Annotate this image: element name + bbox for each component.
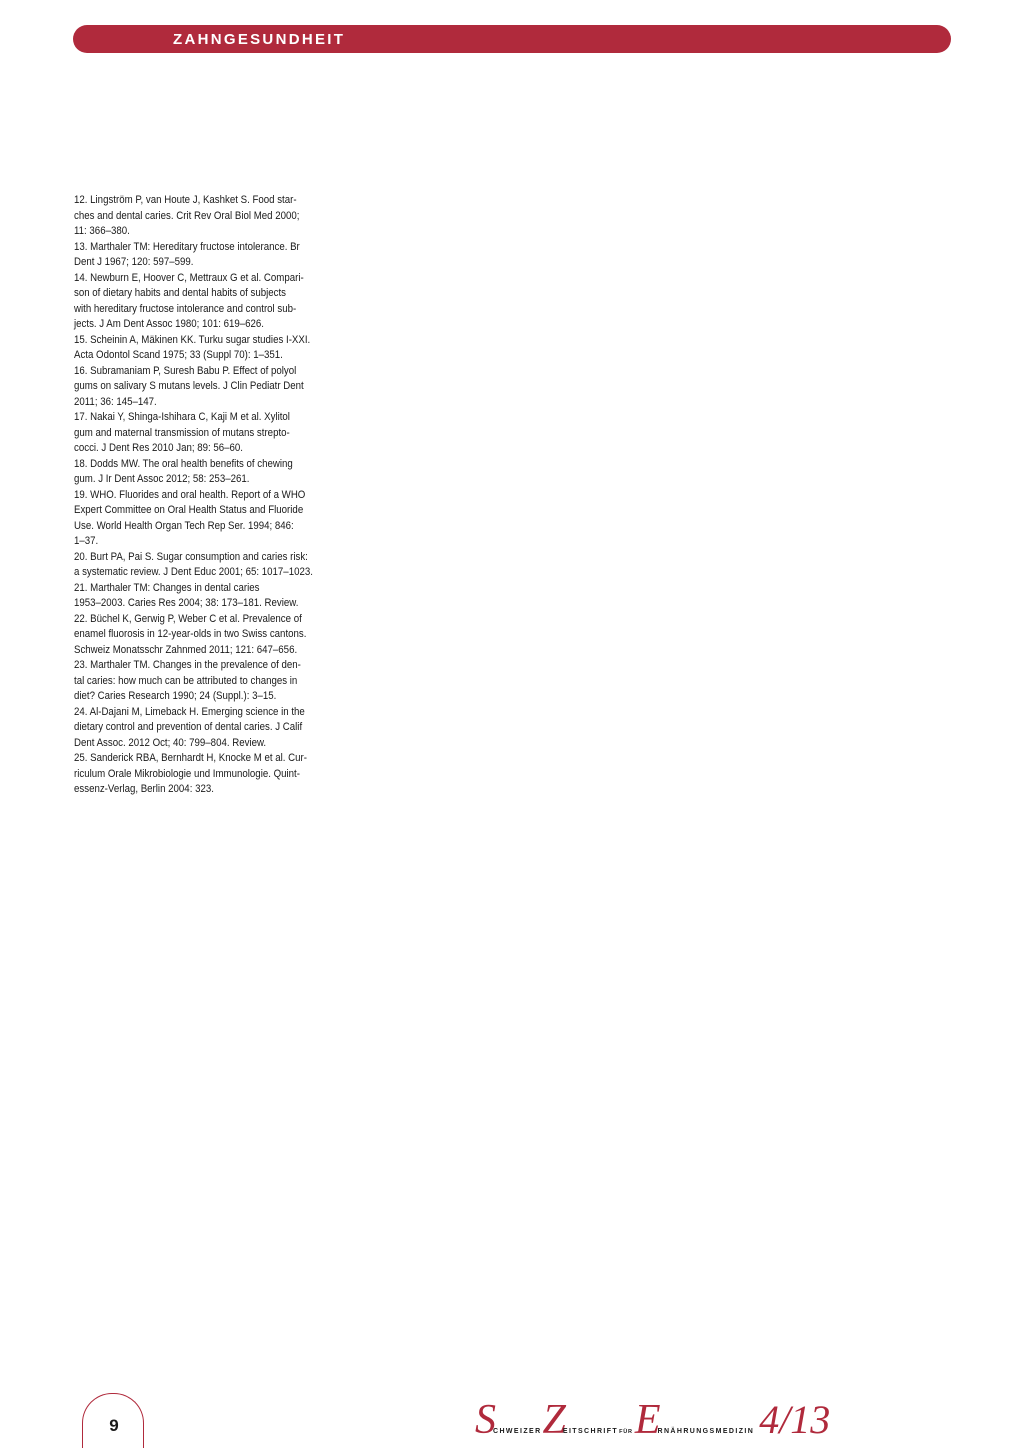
logo-word-fuer: FÜR: [619, 1429, 633, 1435]
reference-line: Dent J 1967; 120: 597–599.: [74, 256, 194, 268]
reference-line: son of dietary habits and dental habits of subjects: [74, 287, 287, 299]
reference-line: essenz-Verlag, Berlin 2004: 323.: [74, 783, 214, 795]
logo-word-schweizer: CHWEIZER: [493, 1428, 542, 1435]
reference-line: 25. Sanderick RBA, Bernhardt H, Knocke M et al. Cur-: [74, 752, 307, 764]
logo-word-zeitschrift: EITSCHRIFT: [562, 1428, 619, 1435]
journal-logo: [475, 1395, 855, 1445]
reference-line: 1–37.: [74, 535, 99, 547]
reference-line: 2011; 36: 145–147.: [74, 395, 157, 408]
logo-letter-z: Z: [542, 1397, 566, 1443]
issue-number: 4/13: [759, 1397, 831, 1442]
reference-line: cocci. J Dent Res 2010 Jan; 89: 56–60.: [74, 442, 243, 454]
reference-line: 15. Scheinin A, Mäkinen KK. Turku sugar studies I-XXI.: [74, 333, 311, 346]
logo-letter-s: S: [475, 1397, 496, 1443]
reference-line: 23. Marthaler TM. Changes in the prevalence of den-: [74, 659, 301, 671]
reference-line: 12. Lingström P, van Houte J, Kashket S. Food star-: [74, 194, 297, 206]
reference-line: Use. World Health Organ Tech Rep Ser. 1994; 846:: [74, 519, 294, 532]
reference-line: riculum Orale Mikrobiologie und Immunologie. Quint-: [74, 767, 300, 780]
reference-line: Dent Assoc. 2012 Oct; 40: 799–804. Review.: [74, 736, 267, 749]
section-header-bar: [73, 25, 951, 53]
reference-line: 20. Burt PA, Pai S. Sugar consumption and caries risk:: [74, 550, 308, 563]
page-number: 9: [109, 1416, 119, 1435]
reference-line: tal caries: how much can be attributed to changes in: [74, 674, 298, 687]
reference-line: 16. Subramaniam P, Suresh Babu P. Effect of polyol: [74, 364, 297, 377]
reference-line: 1953–2003. Caries Res 2004; 38: 173–181. Review.: [74, 597, 299, 609]
reference-line: ches and dental caries. Crit Rev Oral Biol Med 2000;: [74, 209, 300, 222]
reference-line: 19. WHO. Fluorides and oral health. Report of a WHO: [74, 488, 306, 501]
reference-line: 11: 366–380.: [74, 225, 130, 237]
page-number-tab: [82, 1393, 144, 1448]
reference-line: 13. Marthaler TM: Hereditary fructose intolerance. Br: [74, 240, 300, 253]
reference-line: Expert Committee on Oral Health Status and Fluoride: [74, 504, 304, 516]
reference-line: a systematic review. J Dent Educ 2001; 65: 1017–1023.: [74, 566, 313, 578]
reference-list: [74, 193, 329, 798]
reference-line: gum. J Ir Dent Assoc 2012; 58: 253–261.: [74, 473, 250, 485]
reference-line: 24. Al-Dajani M, Limeback H. Emerging science in the: [74, 705, 305, 718]
reference-line: jects. J Am Dent Assoc 1980; 101: 619–626.: [74, 318, 264, 330]
reference-line: gum and maternal transmission of mutans strepto-: [74, 426, 290, 439]
logo-letter-e: E: [634, 1397, 661, 1443]
reference-line: Acta Odontol Scand 1975; 33 (Suppl 70): 1–351.: [74, 349, 283, 361]
reference-line: 18. Dodds MW. The oral health benefits of chewing: [74, 457, 293, 470]
reference-line: dietary control and prevention of dental caries. J Calif: [74, 721, 303, 733]
reference-line: diet? Caries Research 1990; 24 (Suppl.): 3–15.: [74, 690, 277, 702]
reference-line: 21. Marthaler TM: Changes in dental caries: [74, 581, 260, 594]
reference-line: gums on salivary S mutans levels. J Clin Pediatr Dent: [74, 380, 304, 392]
reference-line: Schweiz Monatsschr Zahnmed 2011; 121: 647–656.: [74, 643, 298, 656]
logo-word-ernaehrungsmedizin: RNÄHRUNGSMEDIZIN: [657, 1428, 755, 1435]
reference-line: with hereditary fructose intolerance and control sub-: [74, 302, 297, 315]
reference-line: enamel fluorosis in 12-year-olds in two Swiss cantons.: [74, 628, 307, 640]
reference-line: 22. Büchel K, Gerwig P, Weber C et al. Prevalence of: [74, 612, 302, 625]
section-title: ZAHNGESUNDHEIT: [173, 31, 346, 48]
reference-line: 17. Nakai Y, Shinga-Ishihara C, Kaji M et al. Xylitol: [74, 411, 290, 423]
reference-line: 14. Newburn E, Hoover C, Mettraux G et al. Compari-: [74, 271, 304, 284]
